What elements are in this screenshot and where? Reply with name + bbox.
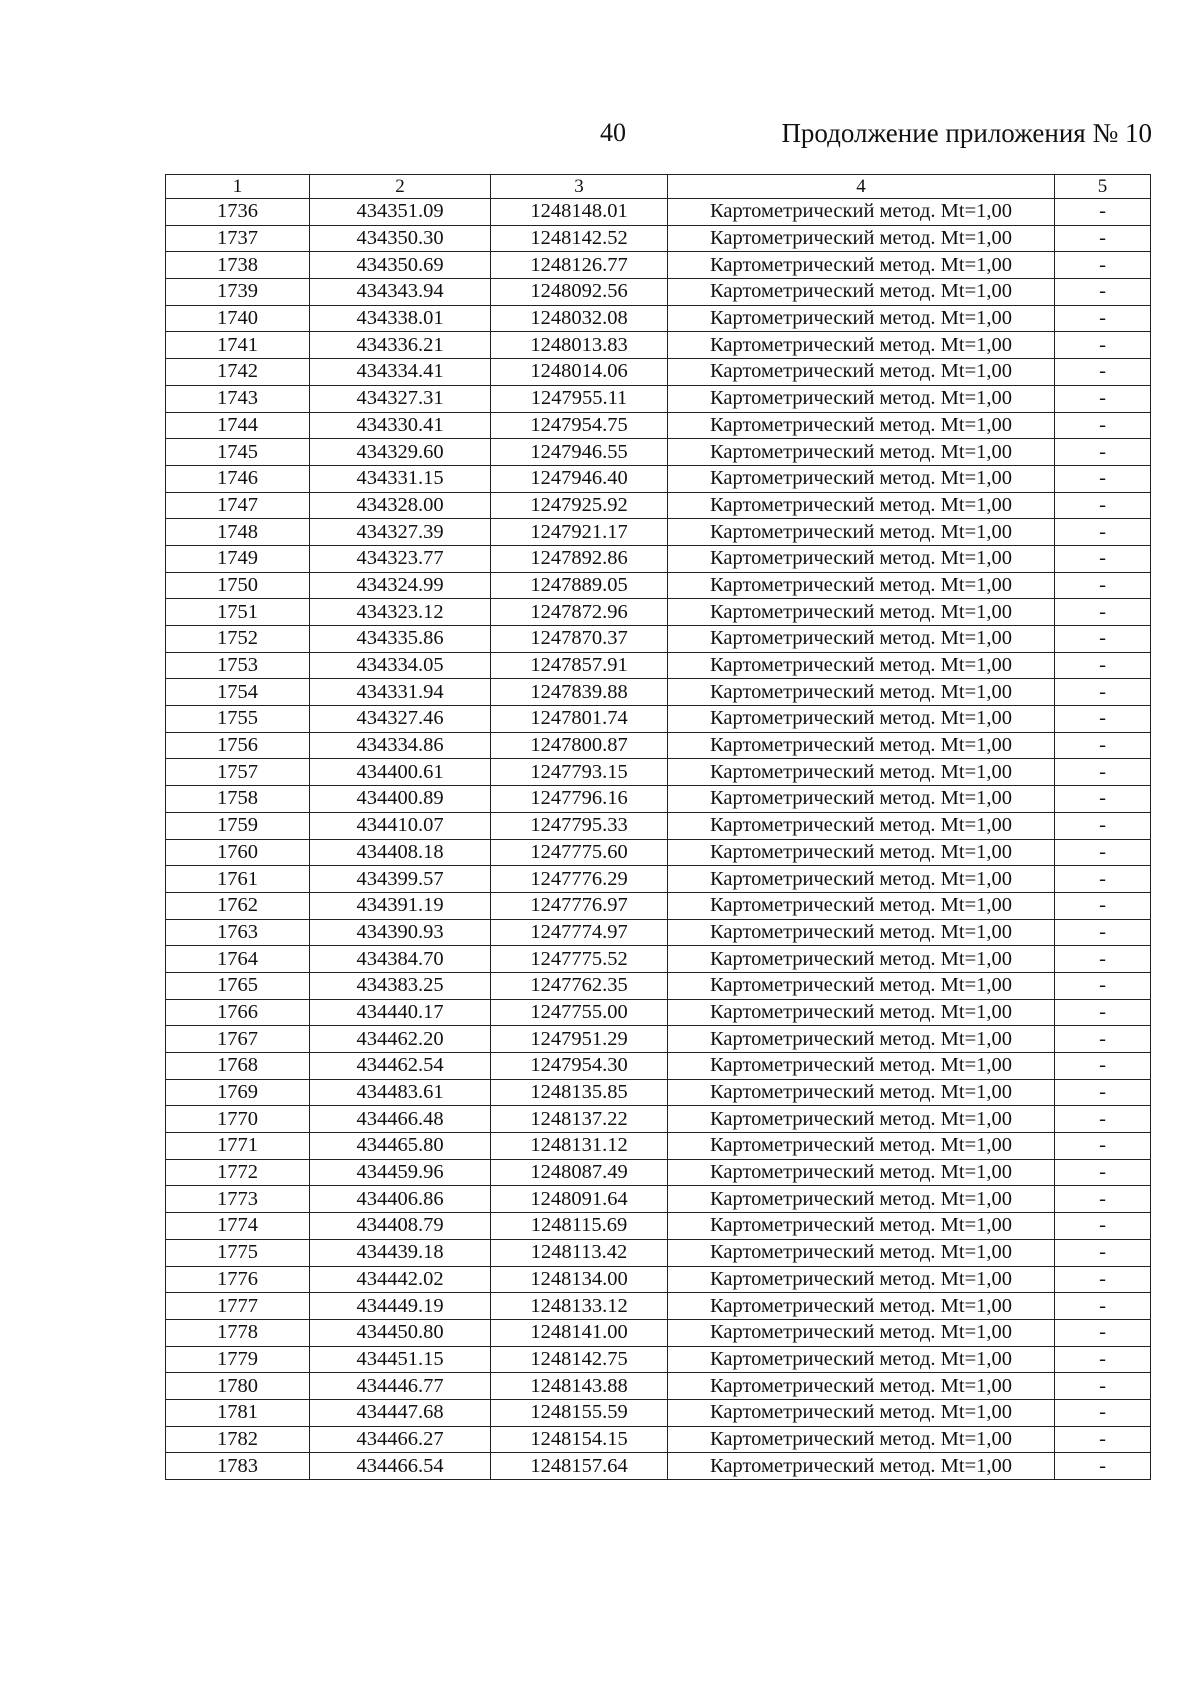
point-number-cell: 1756	[166, 732, 310, 759]
y-coordinate-cell: 1247872.96	[491, 599, 668, 626]
table-row	[166, 225, 1151, 252]
point-number-cell: 1754	[166, 679, 310, 706]
y-coordinate-cell: 1247776.97	[491, 892, 668, 919]
error-cell: -	[1055, 1266, 1151, 1293]
method-cell: Картометрический метод. Mt=1,00	[668, 706, 1055, 733]
point-number-cell: 1767	[166, 1026, 310, 1053]
y-coordinate-cell: 1247946.40	[491, 465, 668, 492]
error-cell: -	[1055, 866, 1151, 893]
point-number-cell: 1770	[166, 1106, 310, 1133]
method-cell: Картометрический метод. Mt=1,00	[668, 1453, 1055, 1480]
table-row	[166, 706, 1151, 733]
x-coordinate-cell: 434350.30	[310, 225, 491, 252]
x-coordinate-cell: 434327.31	[310, 385, 491, 412]
method-cell: Картометрический метод. Mt=1,00	[668, 866, 1055, 893]
y-coordinate-cell: 1247796.16	[491, 786, 668, 813]
x-coordinate-cell: 434329.60	[310, 439, 491, 466]
table-row	[166, 652, 1151, 679]
error-cell: -	[1055, 599, 1151, 626]
x-coordinate-cell: 434446.77	[310, 1373, 491, 1400]
x-coordinate-cell: 434408.79	[310, 1213, 491, 1240]
error-cell: -	[1055, 1186, 1151, 1213]
table-row	[166, 252, 1151, 279]
point-number-cell: 1745	[166, 439, 310, 466]
error-cell: -	[1055, 946, 1151, 973]
table-row	[166, 412, 1151, 439]
point-number-cell: 1748	[166, 519, 310, 546]
table-row	[166, 545, 1151, 572]
method-cell: Картометрический метод. Mt=1,00	[668, 946, 1055, 973]
point-number-cell: 1740	[166, 305, 310, 332]
x-coordinate-cell: 434450.80	[310, 1319, 491, 1346]
table-row	[166, 1053, 1151, 1080]
point-number-cell: 1782	[166, 1426, 310, 1453]
method-cell: Картометрический метод. Mt=1,00	[668, 385, 1055, 412]
y-coordinate-cell: 1248148.01	[491, 199, 668, 226]
error-cell: -	[1055, 679, 1151, 706]
method-cell: Картометрический метод. Mt=1,00	[668, 599, 1055, 626]
y-coordinate-cell: 1247762.35	[491, 972, 668, 999]
table-row	[166, 1186, 1151, 1213]
table-row	[166, 332, 1151, 359]
y-coordinate-cell: 1248133.12	[491, 1293, 668, 1320]
x-coordinate-cell: 434466.48	[310, 1106, 491, 1133]
table-row	[166, 492, 1151, 519]
page-title: Продолжение приложения № 10	[781, 118, 1152, 148]
point-number-cell: 1781	[166, 1399, 310, 1426]
method-cell: Картометрический метод. Mt=1,00	[668, 1266, 1055, 1293]
y-coordinate-cell: 1247951.29	[491, 1026, 668, 1053]
error-cell: -	[1055, 919, 1151, 946]
table-row	[166, 1133, 1151, 1160]
y-coordinate-cell: 1248142.52	[491, 225, 668, 252]
point-number-cell: 1742	[166, 359, 310, 386]
method-cell: Картометрический метод. Mt=1,00	[668, 332, 1055, 359]
method-cell: Картометрический метод. Mt=1,00	[668, 412, 1055, 439]
method-cell: Картометрический метод. Mt=1,00	[668, 919, 1055, 946]
table-row	[166, 999, 1151, 1026]
point-number-cell: 1777	[166, 1293, 310, 1320]
table-row	[166, 279, 1151, 306]
y-coordinate-cell: 1248135.85	[491, 1079, 668, 1106]
point-number-cell: 1738	[166, 252, 310, 279]
y-coordinate-cell: 1247801.74	[491, 706, 668, 733]
y-coordinate-cell: 1248155.59	[491, 1399, 668, 1426]
table-row	[166, 439, 1151, 466]
y-coordinate-cell: 1247946.55	[491, 439, 668, 466]
table-row	[166, 839, 1151, 866]
point-number-cell: 1751	[166, 599, 310, 626]
point-number-cell: 1762	[166, 892, 310, 919]
x-coordinate-cell: 434466.54	[310, 1453, 491, 1480]
point-number-cell: 1755	[166, 706, 310, 733]
method-cell: Картометрический метод. Mt=1,00	[668, 892, 1055, 919]
method-cell: Картометрический метод. Mt=1,00	[668, 225, 1055, 252]
y-coordinate-cell: 1248091.64	[491, 1186, 668, 1213]
method-cell: Картометрический метод. Mt=1,00	[668, 812, 1055, 839]
coordinates-table	[165, 174, 1151, 1480]
method-cell: Картометрический метод. Mt=1,00	[668, 759, 1055, 786]
y-coordinate-cell: 1247800.87	[491, 732, 668, 759]
error-cell: -	[1055, 412, 1151, 439]
table-row	[166, 1159, 1151, 1186]
x-coordinate-cell: 434323.77	[310, 545, 491, 572]
error-cell: -	[1055, 786, 1151, 813]
error-cell: -	[1055, 1213, 1151, 1240]
point-number-cell: 1752	[166, 626, 310, 653]
method-cell: Картометрический метод. Mt=1,00	[668, 519, 1055, 546]
x-coordinate-cell: 434327.46	[310, 706, 491, 733]
point-number-cell: 1763	[166, 919, 310, 946]
y-coordinate-cell: 1248141.00	[491, 1319, 668, 1346]
point-number-cell: 1741	[166, 332, 310, 359]
error-cell: -	[1055, 972, 1151, 999]
x-coordinate-cell: 434442.02	[310, 1266, 491, 1293]
table-row	[166, 786, 1151, 813]
method-cell: Картометрический метод. Mt=1,00	[668, 492, 1055, 519]
point-number-cell: 1769	[166, 1079, 310, 1106]
y-coordinate-cell: 1247955.11	[491, 385, 668, 412]
table-row	[166, 1239, 1151, 1266]
error-cell: -	[1055, 1293, 1151, 1320]
error-cell: -	[1055, 279, 1151, 306]
error-cell: -	[1055, 1053, 1151, 1080]
point-number-cell: 1749	[166, 545, 310, 572]
point-number-cell: 1759	[166, 812, 310, 839]
x-coordinate-cell: 434334.05	[310, 652, 491, 679]
y-coordinate-cell: 1247774.97	[491, 919, 668, 946]
method-cell: Картометрический метод. Mt=1,00	[668, 1159, 1055, 1186]
method-cell: Картометрический метод. Mt=1,00	[668, 199, 1055, 226]
point-number-cell: 1744	[166, 412, 310, 439]
error-cell: -	[1055, 1079, 1151, 1106]
table-row	[166, 1319, 1151, 1346]
column-header: 5	[1055, 175, 1151, 199]
method-cell: Картометрический метод. Mt=1,00	[668, 279, 1055, 306]
method-cell: Картометрический метод. Mt=1,00	[668, 652, 1055, 679]
table-row	[166, 946, 1151, 973]
y-coordinate-cell: 1247925.92	[491, 492, 668, 519]
method-cell: Картометрический метод. Mt=1,00	[668, 1133, 1055, 1160]
y-coordinate-cell: 1247889.05	[491, 572, 668, 599]
point-number-cell: 1766	[166, 999, 310, 1026]
point-number-cell: 1774	[166, 1213, 310, 1240]
point-number-cell: 1736	[166, 199, 310, 226]
error-cell: -	[1055, 626, 1151, 653]
y-coordinate-cell: 1247795.33	[491, 812, 668, 839]
table-row	[166, 385, 1151, 412]
error-cell: -	[1055, 999, 1151, 1026]
point-number-cell: 1761	[166, 866, 310, 893]
method-cell: Картометрический метод. Mt=1,00	[668, 1186, 1055, 1213]
x-coordinate-cell: 434391.19	[310, 892, 491, 919]
error-cell: -	[1055, 572, 1151, 599]
y-coordinate-cell: 1248115.69	[491, 1213, 668, 1240]
y-coordinate-cell: 1247793.15	[491, 759, 668, 786]
method-cell: Картометрический метод. Mt=1,00	[668, 305, 1055, 332]
x-coordinate-cell: 434324.99	[310, 572, 491, 599]
table-row	[166, 919, 1151, 946]
table-row	[166, 199, 1151, 226]
x-coordinate-cell: 434465.80	[310, 1133, 491, 1160]
y-coordinate-cell: 1248032.08	[491, 305, 668, 332]
error-cell: -	[1055, 1133, 1151, 1160]
table-header-row	[166, 175, 1151, 199]
point-number-cell: 1757	[166, 759, 310, 786]
x-coordinate-cell: 434406.86	[310, 1186, 491, 1213]
point-number-cell: 1776	[166, 1266, 310, 1293]
x-coordinate-cell: 434330.41	[310, 412, 491, 439]
table-row	[166, 1266, 1151, 1293]
point-number-cell: 1775	[166, 1239, 310, 1266]
error-cell: -	[1055, 732, 1151, 759]
point-number-cell: 1750	[166, 572, 310, 599]
y-coordinate-cell: 1247921.17	[491, 519, 668, 546]
method-cell: Картометрический метод. Mt=1,00	[668, 439, 1055, 466]
method-cell: Картометрический метод. Mt=1,00	[668, 626, 1055, 653]
y-coordinate-cell: 1247857.91	[491, 652, 668, 679]
x-coordinate-cell: 434328.00	[310, 492, 491, 519]
x-coordinate-cell: 434466.27	[310, 1426, 491, 1453]
table-row	[166, 305, 1151, 332]
error-cell: -	[1055, 545, 1151, 572]
table-row	[166, 1373, 1151, 1400]
y-coordinate-cell: 1247839.88	[491, 679, 668, 706]
method-cell: Картометрический метод. Mt=1,00	[668, 1053, 1055, 1080]
table-row	[166, 626, 1151, 653]
y-coordinate-cell: 1248154.15	[491, 1426, 668, 1453]
column-header: 3	[491, 175, 668, 199]
error-cell: -	[1055, 652, 1151, 679]
point-number-cell: 1753	[166, 652, 310, 679]
x-coordinate-cell: 434384.70	[310, 946, 491, 973]
y-coordinate-cell: 1247954.75	[491, 412, 668, 439]
table-row	[166, 1026, 1151, 1053]
table-row	[166, 1346, 1151, 1373]
error-cell: -	[1055, 1373, 1151, 1400]
x-coordinate-cell: 434334.41	[310, 359, 491, 386]
error-cell: -	[1055, 1026, 1151, 1053]
point-number-cell: 1743	[166, 385, 310, 412]
y-coordinate-cell: 1248126.77	[491, 252, 668, 279]
method-cell: Картометрический метод. Mt=1,00	[668, 572, 1055, 599]
point-number-cell: 1772	[166, 1159, 310, 1186]
error-cell: -	[1055, 492, 1151, 519]
x-coordinate-cell: 434449.19	[310, 1293, 491, 1320]
method-cell: Картометрический метод. Mt=1,00	[668, 999, 1055, 1026]
table-row	[166, 1399, 1151, 1426]
y-coordinate-cell: 1247870.37	[491, 626, 668, 653]
table-row	[166, 732, 1151, 759]
table-row	[166, 679, 1151, 706]
error-cell: -	[1055, 439, 1151, 466]
table-row	[166, 1426, 1151, 1453]
table-row	[166, 1293, 1151, 1320]
table-row	[166, 1106, 1151, 1133]
y-coordinate-cell: 1248134.00	[491, 1266, 668, 1293]
x-coordinate-cell: 434408.18	[310, 839, 491, 866]
x-coordinate-cell: 434323.12	[310, 599, 491, 626]
method-cell: Картометрический метод. Mt=1,00	[668, 732, 1055, 759]
point-number-cell: 1746	[166, 465, 310, 492]
point-number-cell: 1779	[166, 1346, 310, 1373]
table-row	[166, 1213, 1151, 1240]
x-coordinate-cell: 434440.17	[310, 999, 491, 1026]
method-cell: Картометрический метод. Mt=1,00	[668, 1106, 1055, 1133]
x-coordinate-cell: 434400.61	[310, 759, 491, 786]
table-row	[166, 359, 1151, 386]
x-coordinate-cell: 434336.21	[310, 332, 491, 359]
error-cell: -	[1055, 892, 1151, 919]
table-row	[166, 519, 1151, 546]
x-coordinate-cell: 434338.01	[310, 305, 491, 332]
point-number-cell: 1773	[166, 1186, 310, 1213]
point-number-cell: 1747	[166, 492, 310, 519]
x-coordinate-cell: 434327.39	[310, 519, 491, 546]
table-row	[166, 572, 1151, 599]
point-number-cell: 1758	[166, 786, 310, 813]
point-number-cell: 1764	[166, 946, 310, 973]
x-coordinate-cell: 434447.68	[310, 1399, 491, 1426]
point-number-cell: 1760	[166, 839, 310, 866]
table-row	[166, 812, 1151, 839]
method-cell: Картометрический метод. Mt=1,00	[668, 1346, 1055, 1373]
y-coordinate-cell: 1248131.12	[491, 1133, 668, 1160]
table-row	[166, 759, 1151, 786]
x-coordinate-cell: 434343.94	[310, 279, 491, 306]
x-coordinate-cell: 434400.89	[310, 786, 491, 813]
x-coordinate-cell: 434334.86	[310, 732, 491, 759]
y-coordinate-cell: 1247776.29	[491, 866, 668, 893]
method-cell: Картометрический метод. Mt=1,00	[668, 1373, 1055, 1400]
y-coordinate-cell: 1248092.56	[491, 279, 668, 306]
x-coordinate-cell: 434351.09	[310, 199, 491, 226]
point-number-cell: 1768	[166, 1053, 310, 1080]
method-cell: Картометрический метод. Mt=1,00	[668, 839, 1055, 866]
y-coordinate-cell: 1247775.60	[491, 839, 668, 866]
error-cell: -	[1055, 305, 1151, 332]
error-cell: -	[1055, 706, 1151, 733]
table-row	[166, 465, 1151, 492]
method-cell: Картометрический метод. Mt=1,00	[668, 359, 1055, 386]
method-cell: Картометрический метод. Mt=1,00	[668, 679, 1055, 706]
y-coordinate-cell: 1248013.83	[491, 332, 668, 359]
y-coordinate-cell: 1248014.06	[491, 359, 668, 386]
y-coordinate-cell: 1248142.75	[491, 1346, 668, 1373]
error-cell: -	[1055, 1453, 1151, 1480]
y-coordinate-cell: 1247775.52	[491, 946, 668, 973]
point-number-cell: 1783	[166, 1453, 310, 1480]
method-cell: Картометрический метод. Mt=1,00	[668, 1293, 1055, 1320]
y-coordinate-cell: 1248143.88	[491, 1373, 668, 1400]
error-cell: -	[1055, 1399, 1151, 1426]
x-coordinate-cell: 434331.94	[310, 679, 491, 706]
method-cell: Картометрический метод. Mt=1,00	[668, 786, 1055, 813]
error-cell: -	[1055, 225, 1151, 252]
x-coordinate-cell: 434462.54	[310, 1053, 491, 1080]
y-coordinate-cell: 1248113.42	[491, 1239, 668, 1266]
x-coordinate-cell: 434335.86	[310, 626, 491, 653]
error-cell: -	[1055, 812, 1151, 839]
method-cell: Картометрический метод. Mt=1,00	[668, 545, 1055, 572]
x-coordinate-cell: 434451.15	[310, 1346, 491, 1373]
point-number-cell: 1737	[166, 225, 310, 252]
page-number: 40	[600, 118, 626, 147]
error-cell: -	[1055, 839, 1151, 866]
table-row	[166, 599, 1151, 626]
method-cell: Картометрический метод. Mt=1,00	[668, 1213, 1055, 1240]
x-coordinate-cell: 434350.69	[310, 252, 491, 279]
y-coordinate-cell: 1248137.22	[491, 1106, 668, 1133]
method-cell: Картометрический метод. Mt=1,00	[668, 1026, 1055, 1053]
method-cell: Картометрический метод. Mt=1,00	[668, 1426, 1055, 1453]
point-number-cell: 1780	[166, 1373, 310, 1400]
error-cell: -	[1055, 1319, 1151, 1346]
y-coordinate-cell: 1248157.64	[491, 1453, 668, 1480]
x-coordinate-cell: 434390.93	[310, 919, 491, 946]
error-cell: -	[1055, 759, 1151, 786]
method-cell: Картометрический метод. Mt=1,00	[668, 252, 1055, 279]
table-row	[166, 1453, 1151, 1480]
point-number-cell: 1771	[166, 1133, 310, 1160]
error-cell: -	[1055, 1106, 1151, 1133]
x-coordinate-cell: 434399.57	[310, 866, 491, 893]
table-row	[166, 1079, 1151, 1106]
method-cell: Картометрический метод. Mt=1,00	[668, 1079, 1055, 1106]
x-coordinate-cell: 434483.61	[310, 1079, 491, 1106]
y-coordinate-cell: 1248087.49	[491, 1159, 668, 1186]
x-coordinate-cell: 434459.96	[310, 1159, 491, 1186]
error-cell: -	[1055, 1426, 1151, 1453]
method-cell: Картометрический метод. Mt=1,00	[668, 972, 1055, 999]
error-cell: -	[1055, 1239, 1151, 1266]
x-coordinate-cell: 434331.15	[310, 465, 491, 492]
column-header: 2	[310, 175, 491, 199]
error-cell: -	[1055, 1346, 1151, 1373]
method-cell: Картометрический метод. Mt=1,00	[668, 465, 1055, 492]
x-coordinate-cell: 434410.07	[310, 812, 491, 839]
error-cell: -	[1055, 252, 1151, 279]
point-number-cell: 1778	[166, 1319, 310, 1346]
error-cell: -	[1055, 359, 1151, 386]
x-coordinate-cell: 434462.20	[310, 1026, 491, 1053]
method-cell: Картометрический метод. Mt=1,00	[668, 1239, 1055, 1266]
point-number-cell: 1739	[166, 279, 310, 306]
error-cell: -	[1055, 385, 1151, 412]
y-coordinate-cell: 1247755.00	[491, 999, 668, 1026]
y-coordinate-cell: 1247954.30	[491, 1053, 668, 1080]
error-cell: -	[1055, 332, 1151, 359]
y-coordinate-cell: 1247892.86	[491, 545, 668, 572]
error-cell: -	[1055, 199, 1151, 226]
column-header: 1	[166, 175, 310, 199]
error-cell: -	[1055, 465, 1151, 492]
method-cell: Картометрический метод. Mt=1,00	[668, 1319, 1055, 1346]
column-header: 4	[668, 175, 1055, 199]
x-coordinate-cell: 434383.25	[310, 972, 491, 999]
table-row	[166, 866, 1151, 893]
table-row	[166, 892, 1151, 919]
error-cell: -	[1055, 1159, 1151, 1186]
error-cell: -	[1055, 519, 1151, 546]
x-coordinate-cell: 434439.18	[310, 1239, 491, 1266]
table-body	[166, 199, 1151, 1480]
table-row	[166, 972, 1151, 999]
point-number-cell: 1765	[166, 972, 310, 999]
method-cell: Картометрический метод. Mt=1,00	[668, 1399, 1055, 1426]
